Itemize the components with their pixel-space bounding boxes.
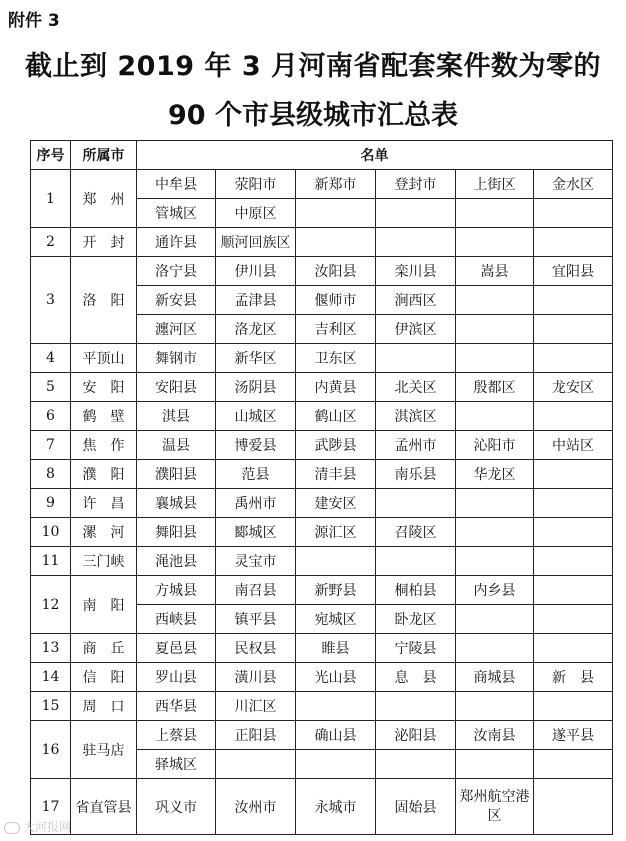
county-cell: 郑州航空港区 bbox=[456, 779, 534, 835]
county-cell: 卫东区 bbox=[296, 344, 376, 373]
county-cell: 瀍河区 bbox=[137, 315, 216, 344]
table-row bbox=[31, 547, 613, 576]
county-cell: 孟津县 bbox=[216, 286, 296, 315]
county-cell: 顺河回族区 bbox=[216, 228, 296, 257]
county-cell: 遂平县 bbox=[534, 721, 613, 750]
county-cell bbox=[534, 692, 613, 721]
county-cell bbox=[456, 199, 534, 228]
row-number: 7 bbox=[31, 431, 71, 460]
county-cell: 宜阳县 bbox=[534, 257, 613, 286]
county-cell: 夏邑县 bbox=[137, 634, 216, 663]
county-cell bbox=[456, 750, 534, 779]
county-cell bbox=[456, 286, 534, 315]
row-number: 6 bbox=[31, 402, 71, 431]
county-cell: 驿城区 bbox=[137, 750, 216, 779]
county-cell: 金水区 bbox=[534, 170, 613, 199]
county-cell: 确山县 bbox=[296, 721, 376, 750]
header-city: 所属市 bbox=[71, 141, 137, 170]
city-name: 濮 阳 bbox=[71, 460, 137, 489]
county-cell: 舞钢市 bbox=[137, 344, 216, 373]
county-cell bbox=[534, 344, 613, 373]
county-cell: 源汇区 bbox=[296, 518, 376, 547]
city-name: 漯 河 bbox=[71, 518, 137, 547]
county-cell: 禹州市 bbox=[216, 489, 296, 518]
city-name: 安 阳 bbox=[71, 373, 137, 402]
table-row bbox=[31, 489, 613, 518]
county-cell: 罗山县 bbox=[137, 663, 216, 692]
city-name: 焦 作 bbox=[71, 431, 137, 460]
table-row bbox=[31, 431, 613, 460]
county-cell bbox=[534, 460, 613, 489]
county-cell: 龙安区 bbox=[534, 373, 613, 402]
row-number: 8 bbox=[31, 460, 71, 489]
city-name: 平顶山 bbox=[71, 344, 137, 373]
city-name: 南 阳 bbox=[71, 576, 137, 634]
county-cell bbox=[534, 779, 613, 835]
county-cell: 固始县 bbox=[376, 779, 456, 835]
county-cell: 上蔡县 bbox=[137, 721, 216, 750]
county-cell: 华龙区 bbox=[456, 460, 534, 489]
table-row bbox=[31, 663, 613, 692]
watermark-logo-icon bbox=[4, 822, 20, 834]
table-row bbox=[31, 721, 613, 750]
table-row bbox=[31, 576, 613, 605]
county-cell: 镇平县 bbox=[216, 605, 296, 634]
county-cell: 中牟县 bbox=[137, 170, 216, 199]
county-cell: 濮阳县 bbox=[137, 460, 216, 489]
header-row bbox=[31, 141, 613, 170]
county-cell bbox=[376, 692, 456, 721]
county-cell: 西华县 bbox=[137, 692, 216, 721]
city-name: 郑 州 bbox=[71, 170, 137, 228]
county-cell: 淇县 bbox=[137, 402, 216, 431]
county-cell bbox=[534, 750, 613, 779]
table-row bbox=[31, 257, 613, 286]
header-no: 序号 bbox=[31, 141, 71, 170]
row-number: 15 bbox=[31, 692, 71, 721]
city-name: 三门峡 bbox=[71, 547, 137, 576]
county-cell: 民权县 bbox=[216, 634, 296, 663]
county-cell bbox=[376, 344, 456, 373]
county-cell: 武陟县 bbox=[296, 431, 376, 460]
table-row bbox=[31, 460, 613, 489]
county-cell: 卧龙区 bbox=[376, 605, 456, 634]
page-title-line1: 截止到 2019 年 3 月河南省配套案件数为零的 bbox=[24, 51, 602, 82]
county-cell: 偃师市 bbox=[296, 286, 376, 315]
county-cell bbox=[456, 518, 534, 547]
county-cell bbox=[456, 605, 534, 634]
county-cell: 吉利区 bbox=[296, 315, 376, 344]
county-cell: 沁阳市 bbox=[456, 431, 534, 460]
attachment-label: 附件 3 bbox=[8, 11, 60, 31]
city-name: 开 封 bbox=[71, 228, 137, 257]
county-cell: 汤阴县 bbox=[216, 373, 296, 402]
county-cell: 南召县 bbox=[216, 576, 296, 605]
county-cell: 殷都区 bbox=[456, 373, 534, 402]
county-cell: 襄城县 bbox=[137, 489, 216, 518]
summary-table bbox=[30, 140, 613, 835]
row-number: 14 bbox=[31, 663, 71, 692]
table-row bbox=[31, 634, 613, 663]
county-cell: 嵩县 bbox=[456, 257, 534, 286]
county-cell: 温县 bbox=[137, 431, 216, 460]
row-number: 11 bbox=[31, 547, 71, 576]
county-cell bbox=[296, 228, 376, 257]
county-cell: 召陵区 bbox=[376, 518, 456, 547]
city-name: 洛 阳 bbox=[71, 257, 137, 344]
county-cell: 涧西区 bbox=[376, 286, 456, 315]
row-number: 4 bbox=[31, 344, 71, 373]
county-cell bbox=[456, 402, 534, 431]
city-name: 驻马店 bbox=[71, 721, 137, 779]
row-number: 13 bbox=[31, 634, 71, 663]
county-cell: 商城县 bbox=[456, 663, 534, 692]
county-cell bbox=[534, 605, 613, 634]
county-cell bbox=[456, 489, 534, 518]
county-cell: 管城区 bbox=[137, 199, 216, 228]
county-cell: 渑池县 bbox=[137, 547, 216, 576]
county-cell bbox=[376, 199, 456, 228]
county-cell bbox=[296, 547, 376, 576]
county-cell: 清丰县 bbox=[296, 460, 376, 489]
table-row bbox=[31, 344, 613, 373]
header-names: 名单 bbox=[137, 141, 613, 170]
row-number: 10 bbox=[31, 518, 71, 547]
county-cell: 洛宁县 bbox=[137, 257, 216, 286]
table-row bbox=[31, 518, 613, 547]
county-cell bbox=[456, 634, 534, 663]
county-cell: 舞阳县 bbox=[137, 518, 216, 547]
county-cell: 巩义市 bbox=[137, 779, 216, 835]
county-cell bbox=[376, 489, 456, 518]
county-cell: 范县 bbox=[216, 460, 296, 489]
county-cell bbox=[296, 692, 376, 721]
county-cell: 桐柏县 bbox=[376, 576, 456, 605]
county-cell: 栾川县 bbox=[376, 257, 456, 286]
county-cell bbox=[456, 344, 534, 373]
county-cell: 息 县 bbox=[376, 663, 456, 692]
county-cell: 鹤山区 bbox=[296, 402, 376, 431]
county-cell: 宛城区 bbox=[296, 605, 376, 634]
county-cell: 伊滨区 bbox=[376, 315, 456, 344]
county-cell bbox=[534, 518, 613, 547]
county-cell: 通许县 bbox=[137, 228, 216, 257]
county-cell bbox=[534, 315, 613, 344]
county-cell bbox=[456, 228, 534, 257]
county-cell: 登封市 bbox=[376, 170, 456, 199]
row-number: 12 bbox=[31, 576, 71, 634]
county-cell: 灵宝市 bbox=[216, 547, 296, 576]
county-cell: 汝南县 bbox=[456, 721, 534, 750]
county-cell: 中站区 bbox=[534, 431, 613, 460]
county-cell: 方城县 bbox=[137, 576, 216, 605]
row-number: 9 bbox=[31, 489, 71, 518]
row-number: 17 bbox=[31, 779, 71, 835]
county-cell bbox=[534, 489, 613, 518]
county-cell: 西峡县 bbox=[137, 605, 216, 634]
row-number: 16 bbox=[31, 721, 71, 779]
county-cell bbox=[534, 547, 613, 576]
county-cell bbox=[534, 286, 613, 315]
county-cell bbox=[376, 547, 456, 576]
county-cell: 郾城区 bbox=[216, 518, 296, 547]
table-row bbox=[31, 373, 613, 402]
county-cell: 上街区 bbox=[456, 170, 534, 199]
county-cell: 潢川县 bbox=[216, 663, 296, 692]
county-cell: 宁陵县 bbox=[376, 634, 456, 663]
county-cell: 伊川县 bbox=[216, 257, 296, 286]
county-cell: 新安县 bbox=[137, 286, 216, 315]
county-cell: 淇滨区 bbox=[376, 402, 456, 431]
city-name: 商 丘 bbox=[71, 634, 137, 663]
page-title-line2: 90 个市县级城市汇总表 bbox=[168, 100, 458, 131]
county-cell: 山城区 bbox=[216, 402, 296, 431]
county-cell: 汝阳县 bbox=[296, 257, 376, 286]
county-cell: 荥阳市 bbox=[216, 170, 296, 199]
county-cell: 睢县 bbox=[296, 634, 376, 663]
table-row bbox=[31, 692, 613, 721]
county-cell bbox=[296, 199, 376, 228]
county-cell: 泌阳县 bbox=[376, 721, 456, 750]
county-cell bbox=[534, 576, 613, 605]
county-cell bbox=[534, 634, 613, 663]
watermark-text: 大河报网 bbox=[23, 820, 72, 834]
county-cell bbox=[534, 402, 613, 431]
county-cell: 光山县 bbox=[296, 663, 376, 692]
county-cell bbox=[376, 750, 456, 779]
county-cell: 北关区 bbox=[376, 373, 456, 402]
county-cell: 建安区 bbox=[296, 489, 376, 518]
city-name: 信 阳 bbox=[71, 663, 137, 692]
table-row bbox=[31, 402, 613, 431]
row-number: 2 bbox=[31, 228, 71, 257]
city-name: 鹤 壁 bbox=[71, 402, 137, 431]
table-body bbox=[31, 170, 613, 835]
county-cell: 新郑市 bbox=[296, 170, 376, 199]
county-cell: 正阳县 bbox=[216, 721, 296, 750]
county-cell bbox=[216, 750, 296, 779]
watermark bbox=[4, 818, 71, 835]
county-cell bbox=[534, 228, 613, 257]
county-cell bbox=[456, 315, 534, 344]
county-cell: 南乐县 bbox=[376, 460, 456, 489]
row-number: 1 bbox=[31, 170, 71, 228]
table-row bbox=[31, 779, 613, 835]
table-row bbox=[31, 170, 613, 199]
county-cell: 博爱县 bbox=[216, 431, 296, 460]
row-number: 5 bbox=[31, 373, 71, 402]
county-cell bbox=[456, 547, 534, 576]
county-cell: 中原区 bbox=[216, 199, 296, 228]
county-cell: 内乡县 bbox=[456, 576, 534, 605]
county-cell bbox=[296, 750, 376, 779]
county-cell bbox=[534, 199, 613, 228]
city-name: 省直管县 bbox=[71, 779, 137, 835]
county-cell: 安阳县 bbox=[137, 373, 216, 402]
county-cell: 孟州市 bbox=[376, 431, 456, 460]
county-cell: 内黄县 bbox=[296, 373, 376, 402]
county-cell bbox=[456, 692, 534, 721]
county-cell: 汝州市 bbox=[216, 779, 296, 835]
county-cell: 新野县 bbox=[296, 576, 376, 605]
city-name: 周 口 bbox=[71, 692, 137, 721]
county-cell: 川汇区 bbox=[216, 692, 296, 721]
county-cell: 永城市 bbox=[296, 779, 376, 835]
county-cell: 洛龙区 bbox=[216, 315, 296, 344]
county-cell: 新 县 bbox=[534, 663, 613, 692]
county-cell: 新华区 bbox=[216, 344, 296, 373]
city-name: 许 昌 bbox=[71, 489, 137, 518]
table-row bbox=[31, 228, 613, 257]
county-cell bbox=[376, 228, 456, 257]
row-number: 3 bbox=[31, 257, 71, 344]
